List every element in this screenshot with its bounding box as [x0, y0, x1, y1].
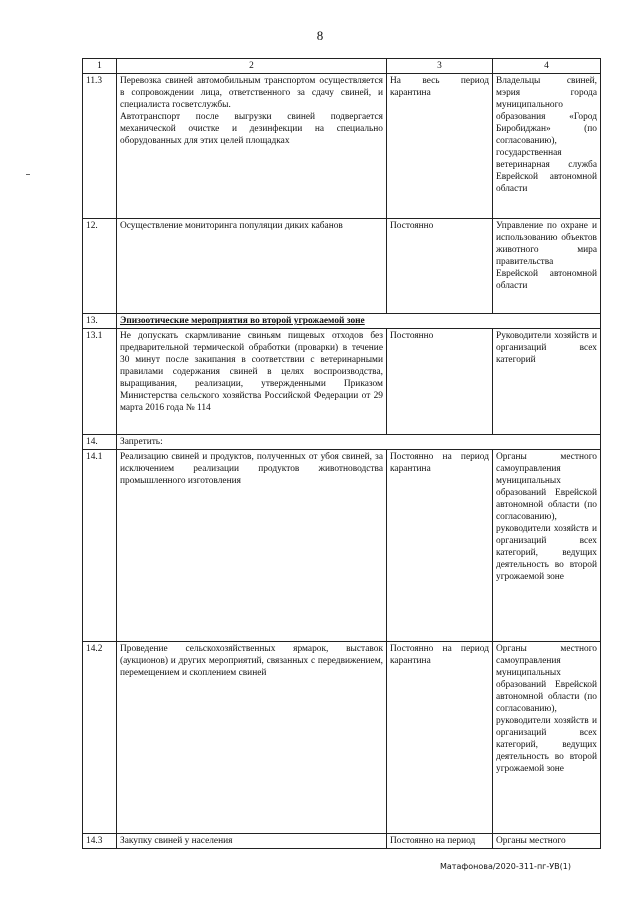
period-text: Постоянно: [387, 219, 493, 314]
header-row: [83, 59, 601, 74]
measure-text: Запретить:: [117, 435, 601, 450]
period-text: Постоянно на период: [387, 834, 493, 849]
measure-text: Осуществление мониторинга популяции диких кабанов: [117, 219, 387, 314]
responsible-text: Управление по охране и использованию объектов животного мира правительства Еврейской автономной области: [493, 219, 601, 314]
responsible-text: Органы местного самоуправления муниципальных образований Еврейской автономной области (по согласованию), руководители хозяйств и организаций всех категорий, ведущих деятельность во второй угрожаемой зоне: [493, 450, 601, 642]
measure-text: Реализацию свиней и продуктов, полученных от убоя свиней, за исключением реализации продуктов животноводства промышленного изготовления: [117, 450, 387, 642]
page-number: 8: [316, 28, 324, 43]
row-number: 13.: [83, 314, 117, 329]
table-row: [83, 834, 601, 849]
table-row: [83, 642, 601, 834]
measure-text: Проведение сельскохозяйственных ярмарок, выставок (аукционов) и других мероприятий, связанных с передвижением, перемещением и скоплением свиней: [117, 642, 387, 834]
footer-code: Матафонова/2020-311-пг-УВ(1): [440, 862, 571, 871]
period-text: На весь период карантина: [387, 74, 493, 219]
row-number: 13.1: [83, 329, 117, 435]
responsible-text: Органы местного: [493, 834, 601, 849]
responsible-text: Органы местного самоуправления муниципальных образований Еврейской автономной области (по согласованию), руководители хозяйств и организаций всех категорий, ведущих деятельность во второй угрожаемой зоне: [493, 642, 601, 834]
measure-text: Закупку свиней у населения: [117, 834, 387, 849]
header-col-1: 1: [83, 59, 117, 74]
header-col-3: 3: [387, 59, 493, 74]
table-row: [83, 450, 601, 642]
measure-text: Перевозка свиней автомобильным транспортом осуществляется в сопровождении лица, ответственного за сдачу свиней, и специалиста госветслужбы. Автотранспорт после выгрузки свиней подвергается механической очистке и дезинфекции на специально оборудованных для этих целей площадках: [117, 74, 387, 219]
header-col-4: 4: [493, 59, 601, 74]
row-number: 14.2: [83, 642, 117, 834]
section-title: Эпизоотические мероприятия во второй угрожаемой зоне: [117, 314, 601, 329]
header-col-2: 2: [117, 59, 387, 74]
measures-table: [82, 58, 601, 849]
measure-text: Не допускать скармливание свиньям пищевых отходов без предварительной термической обработки (проварки) в течение 30 минут после закипания в соответствии с ветеринарными правилами содержания свиней в целях воспроизводства, выращивания, реализации, утвержденными Приказом Министерства сельского хозяйства Российской Федерации от 29 марта 2016 года № 114: [117, 329, 387, 435]
responsible-text: Владельцы свиней, мэрия города муниципального образования «Город Биробиджан» (по согласованию), государственная ветеринарная служба Еврейской автономной области: [493, 74, 601, 219]
margin-mark: [26, 174, 30, 175]
table-row: [83, 435, 601, 450]
row-number: 14.: [83, 435, 117, 450]
period-text: Постоянно на период карантина: [387, 450, 493, 642]
table-row: [83, 74, 601, 219]
row-number: 14.3: [83, 834, 117, 849]
table-row: [83, 219, 601, 314]
row-number: 12.: [83, 219, 117, 314]
period-text: Постоянно: [387, 329, 493, 435]
section-row: [83, 314, 601, 329]
responsible-text: Руководители хозяйств и организаций всех категорий: [493, 329, 601, 435]
row-number: 14.1: [83, 450, 117, 642]
row-number: 11.3: [83, 74, 117, 219]
period-text: Постоянно на период карантина: [387, 642, 493, 834]
table-row: [83, 329, 601, 435]
